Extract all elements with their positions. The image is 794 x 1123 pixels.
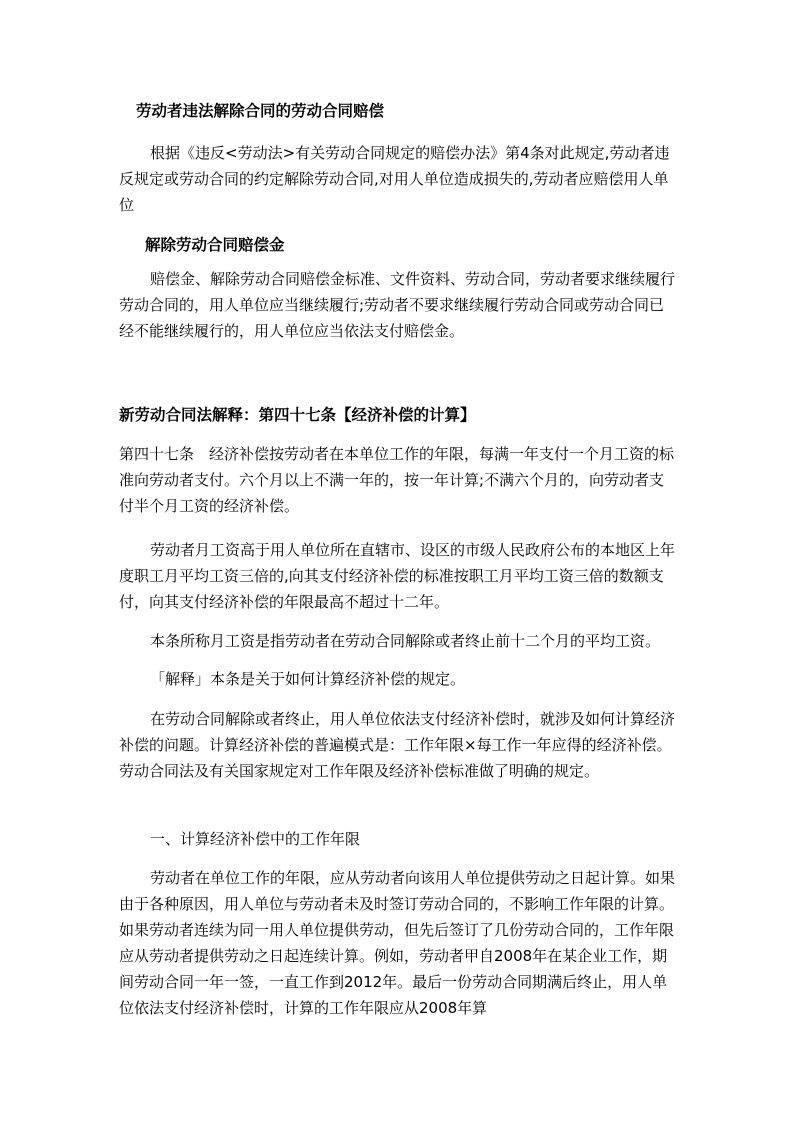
paragraph-compensation-rule: 根据《违反<劳动法>有关劳动合同规定的赔偿办法》第4条对此规定,劳动者违反规定或劳动合同的约定解除劳动合同,对用人单位造成损失的,劳动者应赔偿用人单位 [119, 144, 670, 214]
paragraph-high-wage-rule: 劳动者月工资高于用人单位所在直辖市、设区的市级人民政府公布的本地区上年度职工月平均工资三倍的,向其支付经济补偿的标准按职工月平均工资三倍的数额支付，向其支付经济补偿的年限最高不超过十二年。 [119, 541, 676, 611]
section-heading-article-47: 新劳动合同法解释：第四十七条【经济补偿的计算】 [119, 406, 476, 424]
paragraph-explanation-intro: 「解释」本条是关于如何计算经济补偿的规定。 [150, 670, 466, 688]
paragraph-article-47-text: 第四十七条 经济补偿按劳动者在本单位工作的年限，每满一年支付一个月工资的标准向劳动者支付。六个月以上不满一年的，按一年计算;不满六个月的，向劳动者支付半个月工资的经济补偿。 [119, 445, 675, 515]
paragraph-monthly-wage-definition: 本条所称月工资是指劳动者在劳动合同解除或者终止前十二个月的平均工资。 [150, 632, 661, 650]
paragraph-working-years-detail: 劳动者在单位工作的年限，应从劳动者向该用人单位提供劳动之日起计算。如果由于各种原因，用人单位与劳动者未及时签订劳动合同的，不影响工作年限的计算。如果劳动者连续为同一用人单位提供劳动，但先后签订了几份劳动合同的，工作年限应从劳动者提供劳动之日起连续计算。例如，劳动者甲自2008年在某企业工作，期间劳动合同一年一签，一直工作到2012年。最后一份劳动合同期满后终止，用人单位依法支付经济补偿时，计算的工作年限应从2008年算 [119, 869, 676, 1017]
section-heading-breach-compensation: 劳动者违法解除合同的劳动合同赔偿 [136, 102, 385, 120]
subheading-working-years: 一、计算经济补偿中的工作年限 [150, 830, 361, 848]
section-heading-termination-compensation: 解除劳动合同赔偿金 [145, 236, 285, 254]
paragraph-termination-compensation: 赔偿金、解除劳动合同赔偿金标准、文件资料、劳动合同，劳动者要求继续履行劳动合同的，用人单位应当继续履行;劳动者不要求继续履行劳动合同或劳动合同已经不能继续履行的，用人单位应当依法支付赔偿金。 [119, 270, 676, 340]
paragraph-calculation-model: 在劳动合同解除或者终止，用人单位依法支付经济补偿时，就涉及如何计算经济补偿的问题。计算经济补偿的普遍模式是：工作年限×每工作一年应得的经济补偿。劳动合同法及有关国家规定对工作年限及经济补偿标准做了明确的规定。 [119, 710, 676, 780]
